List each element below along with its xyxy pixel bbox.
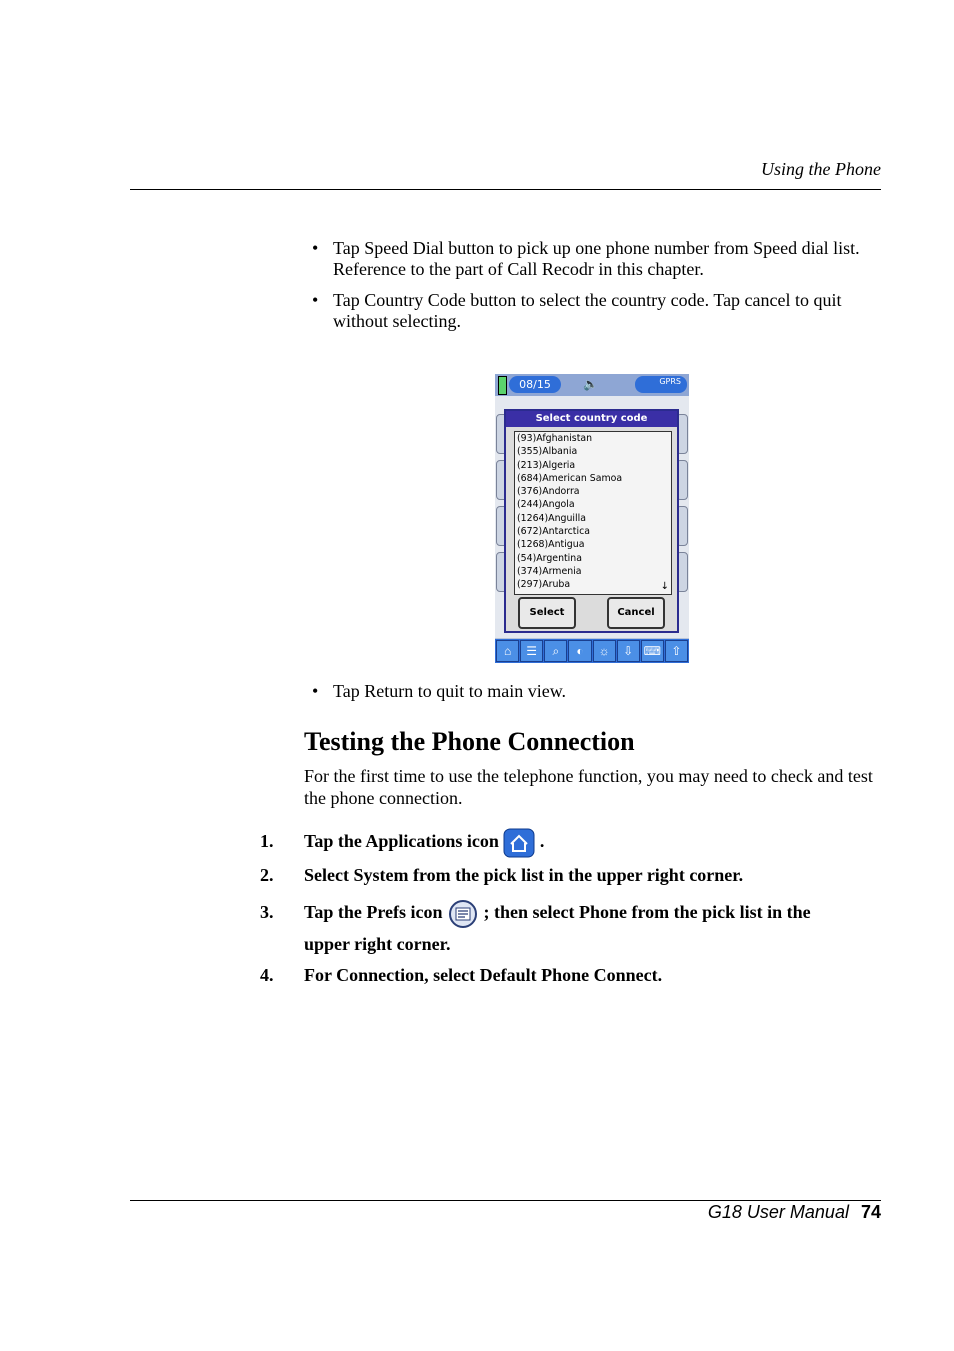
manual-title: G18 User Manual: [707, 1202, 849, 1222]
list-item[interactable]: (244)Angola: [517, 499, 575, 511]
download-icon[interactable]: ⇩: [617, 640, 640, 662]
home-icon[interactable]: ⌂: [496, 640, 519, 662]
footer-rule: [130, 1200, 881, 1201]
brightness-icon[interactable]: ☼: [593, 640, 616, 662]
section-title: Testing the Phone Connection: [304, 727, 635, 756]
list-item[interactable]: (672)Antarctica: [517, 526, 590, 538]
bullet-list-top: [312, 238, 872, 342]
country-list[interactable]: [514, 431, 672, 595]
list-item: [312, 290, 872, 332]
step-item: [260, 860, 860, 891]
running-header: Using the Phone: [761, 159, 881, 179]
scroll-down-icon[interactable]: ↓: [660, 580, 669, 592]
search-icon[interactable]: ⌕: [544, 640, 567, 662]
select-button[interactable]: Select: [518, 597, 576, 629]
bullet-dot: •: [312, 681, 319, 701]
steps-list: [260, 826, 860, 991]
step-text: Select System from the pick list in the upper right corner.: [304, 864, 744, 885]
battery-icon: [498, 376, 507, 395]
status-bar: [495, 374, 689, 396]
list-item[interactable]: (376)Andorra: [517, 486, 580, 498]
speaker-icon: 🔈: [583, 377, 598, 391]
bullet-text: Tap Country Code button to select the country code. Tap cancel to quit without selecting.: [333, 290, 842, 331]
step-number: 1.: [260, 831, 274, 851]
prefs-icon: [447, 899, 479, 929]
list-item[interactable]: (213)Algeria: [517, 459, 576, 471]
step-text-after: ; then select Phone from the pick list in the upper right corner.: [304, 901, 811, 954]
device-toolbar: [495, 639, 689, 663]
bullet-list-bottom: [312, 681, 872, 712]
list-item[interactable]: (93)Afghanistan: [517, 433, 593, 444]
date-display: 08/15: [509, 376, 561, 393]
list-item[interactable]: (1264)Anguilla: [517, 512, 586, 524]
page-number: 74: [860, 1202, 881, 1222]
step-text: Tap the Applications icon: [304, 831, 499, 851]
step-text: Tap the Prefs icon: [304, 901, 443, 922]
dialog-title: Select country code: [506, 411, 677, 427]
step-number: 3.: [260, 901, 274, 922]
bullet-dot: •: [312, 238, 319, 258]
step-number: 4.: [260, 964, 274, 985]
step-item: [260, 826, 860, 858]
cancel-button[interactable]: Cancel: [607, 597, 665, 629]
list-item: [312, 681, 872, 702]
header-rule: [130, 189, 881, 190]
bullet-dot: •: [312, 290, 319, 310]
signal-icon: [635, 376, 687, 393]
bullet-text: Tap Return to quit to main view.: [333, 681, 567, 701]
page-footer: [708, 1202, 881, 1223]
contrast-icon[interactable]: ◐: [568, 640, 591, 662]
device-screenshot: [495, 374, 689, 663]
step-item: [260, 897, 860, 960]
list-icon[interactable]: ☰: [520, 640, 543, 662]
step-text: For Connection, select Default Phone Connect.: [304, 964, 663, 985]
list-item[interactable]: (355)Albania: [517, 446, 578, 458]
country-code-dialog: [504, 409, 679, 633]
step-text-after: .: [539, 831, 545, 851]
list-item[interactable]: (1268)Antigua: [517, 539, 585, 551]
list-item[interactable]: (374)Armenia: [517, 565, 582, 577]
list-item[interactable]: (54)Argentina: [517, 552, 582, 564]
upload-icon[interactable]: ⇧: [665, 640, 688, 662]
step-number: 2.: [260, 864, 274, 885]
section-intro: For the first time to use the telephone function, you may need to check and test the phone connection.: [304, 766, 873, 808]
network-label: GPRS: [659, 377, 681, 386]
bullet-text: Tap Speed Dial button to pick up one phone number from Speed dial list. Reference to the part of Call Recodr in this chapter.: [333, 238, 860, 279]
applications-home-icon: [503, 828, 535, 858]
keyboard-icon[interactable]: ⌨: [641, 640, 664, 662]
list-item[interactable]: (297)Aruba: [517, 579, 571, 591]
list-item[interactable]: (684)American Samoa: [517, 472, 623, 484]
list-item: [312, 238, 872, 280]
step-item: [260, 960, 860, 991]
